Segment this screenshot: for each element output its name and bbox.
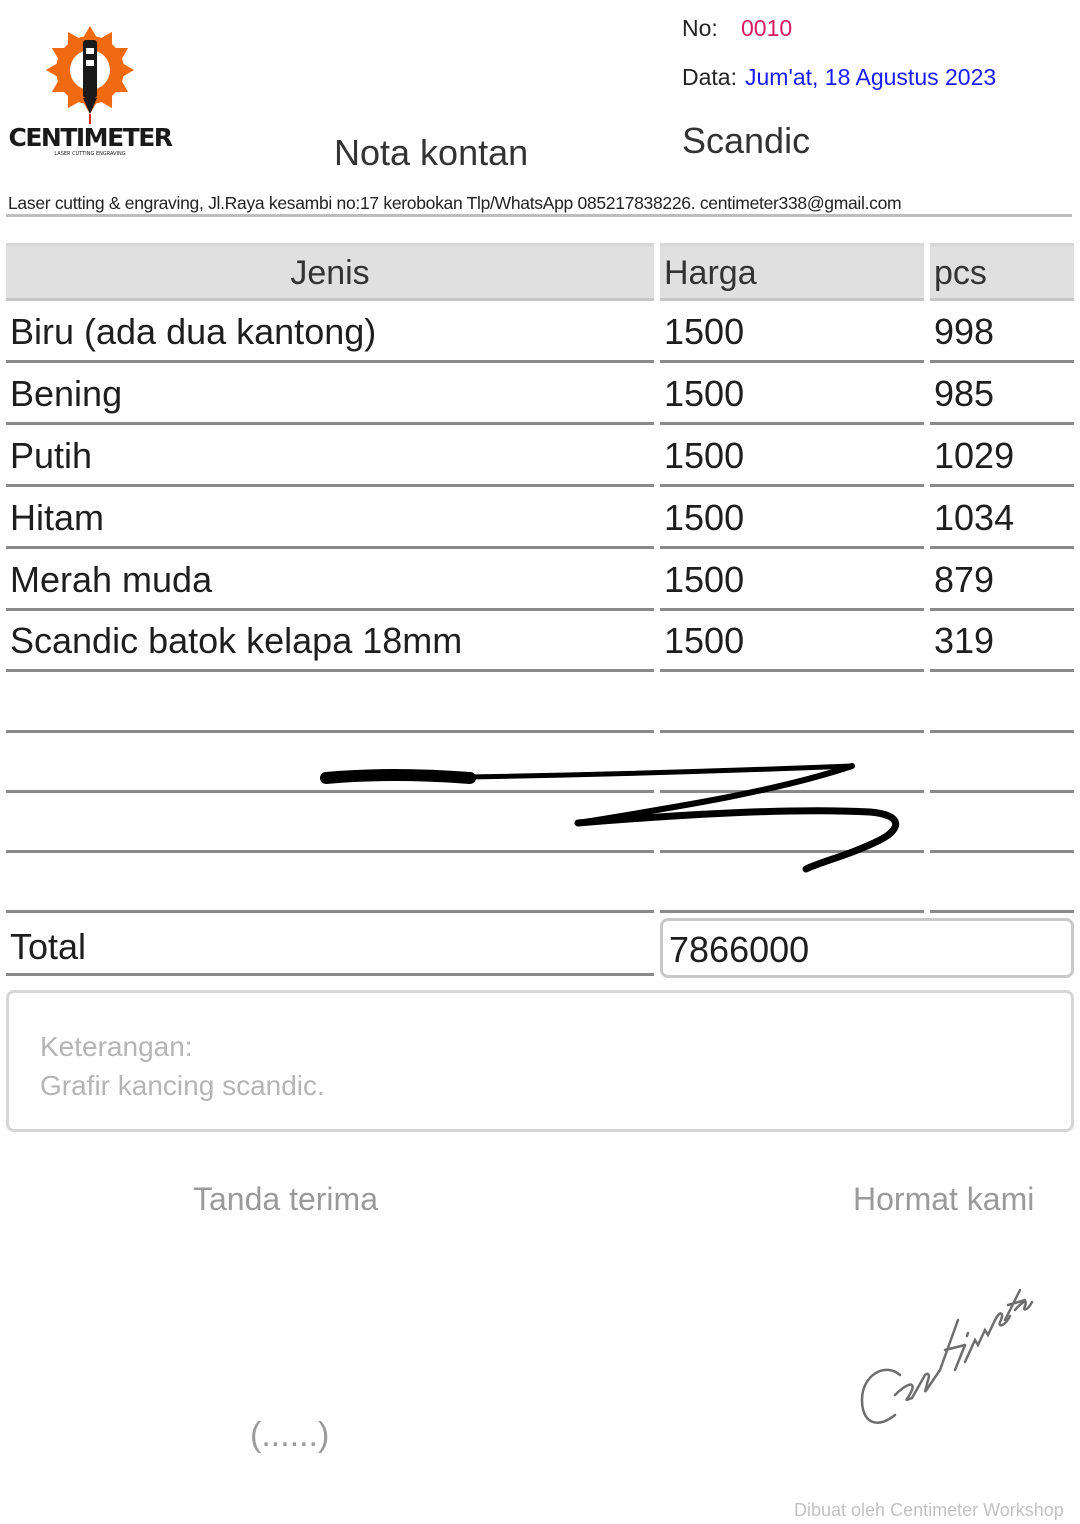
row-9-jenis[interactable] [6,791,654,853]
row-4-pcs[interactable]: 1034 [930,487,1074,549]
document-title: Nota kontan [334,132,529,173]
invoice-number-label: No: [682,15,718,41]
row-5-harga[interactable]: 1500 [660,549,924,611]
row-3-harga[interactable]: 1500 [660,425,924,487]
row-4-harga[interactable]: 1500 [660,487,924,549]
row-10-jenis[interactable] [6,851,654,913]
notes-label: Keterangan: [40,1031,193,1062]
total-label: Total [6,916,654,976]
customer-name: Scandic [682,120,811,161]
row-9-harga[interactable] [660,791,924,853]
saw-blade-laser-icon [8,20,172,160]
row-10-pcs[interactable] [930,851,1074,913]
row-6-pcs[interactable]: 319 [930,610,1074,672]
invoice-number: 0010 [741,15,793,41]
total-field[interactable]: 7866000 [660,918,1074,978]
row-9-pcs[interactable] [930,791,1074,853]
row-3-jenis[interactable]: Putih [6,425,654,487]
receiver-signature-label: Tanda terima [193,1181,378,1217]
notes-field[interactable] [6,990,1074,1132]
brand-wordmark: CENTIMETER [8,123,172,152]
invoice-date: Jum'at, 18 Agustus 2023 [745,64,997,90]
brand-logo [8,20,172,160]
column-header-jenis: Jenis [6,243,654,301]
row-8-pcs[interactable] [930,731,1074,793]
row-2-pcs[interactable]: 985 [930,363,1074,425]
row-6-jenis[interactable]: Scandic batok kelapa 18mm [6,610,654,672]
footer-credit: Dibuat oleh Centimeter Workshop [794,1500,1064,1520]
notes-text: Grafir kancing scandic. [40,1070,325,1101]
row-6-harga[interactable]: 1500 [660,610,924,672]
row-4-jenis[interactable]: Hitam [6,487,654,549]
receiver-name-placeholder: (......) [250,1416,330,1454]
row-8-harga[interactable] [660,731,924,793]
row-1-pcs[interactable]: 998 [930,301,1074,363]
header-divider [6,214,1072,217]
row-7-pcs[interactable] [930,671,1074,733]
column-header-pcs: pcs [930,243,1074,301]
row-3-pcs[interactable]: 1029 [930,425,1074,487]
row-10-harga[interactable] [660,851,924,913]
row-2-jenis[interactable]: Bening [6,363,654,425]
row-7-harga[interactable] [660,671,924,733]
row-5-pcs[interactable]: 879 [930,549,1074,611]
column-header-harga: Harga [660,243,924,301]
row-1-jenis[interactable]: Biru (ada dua kantong) [6,301,654,363]
date-label: Data: [682,64,737,90]
row-7-jenis[interactable] [6,671,654,733]
business-address: Laser cutting & engraving, Jl.Raya kesambi no:17 kerobokan Tlp/WhatsApp 085217838226. centimeter338@gmail.com [8,193,902,213]
row-5-jenis[interactable]: Merah muda [6,549,654,611]
row-1-harga[interactable]: 1500 [660,301,924,363]
sender-signature-label: Hormat kami [853,1181,1035,1217]
brand-tagline: LASER CUTTING ENGRAVING [54,151,126,157]
row-8-jenis[interactable] [6,731,654,793]
row-2-harga[interactable]: 1500 [660,363,924,425]
centimeter-signature [862,1290,1032,1423]
